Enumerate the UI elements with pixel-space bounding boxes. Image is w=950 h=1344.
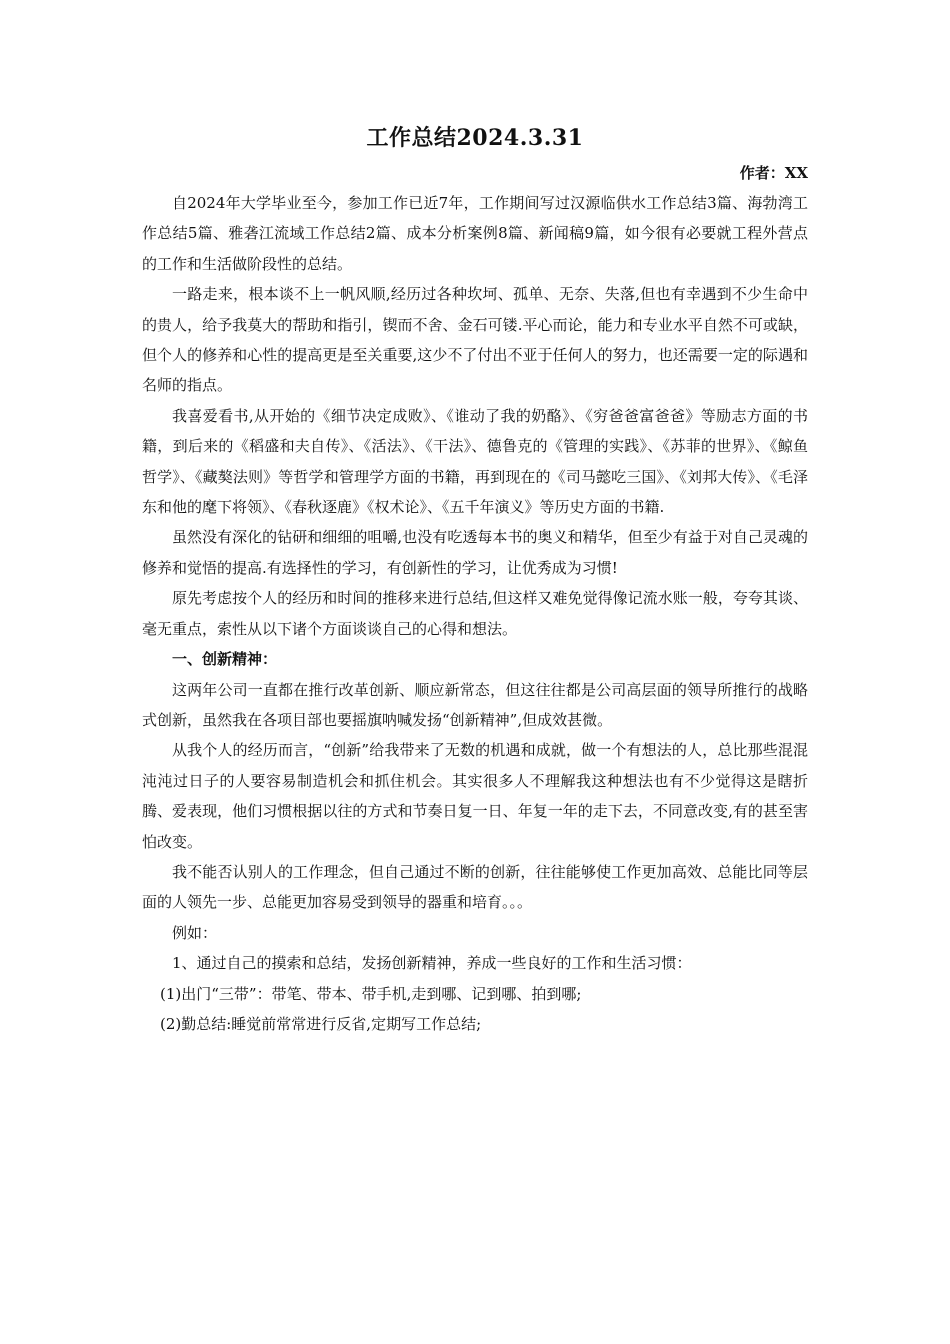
paragraph-intro: 自2024年大学毕业至今，参加工作已近7年，工作期间写过汉源临供水工作总结3篇、海勃湾工作总结5篇、雅砻江流域工作总结2篇、成本分析案例8篇、新闻稿9篇，如今很有必要就工程外营点的工作和生活做阶段性的总结。	[142, 194, 808, 273]
document-author: 作者：XX	[739, 164, 808, 182]
section-heading-innovation: 一、创新精神：	[172, 650, 278, 669]
document-title: 工作总结2024.3.31	[366, 125, 584, 151]
paragraph-reflection: 虽然没有深化的钻研和细细的咀嚼,也没有吃透每本书的奥义和精华，但至少有益于对自己灵魂的修养和觉悟的提高.有选择性的学习，有创新性的学习，让优秀成为习惯!	[142, 528, 808, 577]
paragraph-innovation-benefit: 我不能否认别人的工作理念，但自己通过不断的创新，往往能够使工作更加高效、总能比同等层面的人领先一步、总能更加容易受到领导的器重和培育。。。	[142, 862, 808, 912]
paragraph-reading: 我喜爱看书,从开始的《细节决定成败》、《谁动了我的奶酪》、《穷爸爸富爸爸》等励志方面的书籍，到后来的《稻盛和夫自传》、《活法》、《干法》、德鲁克的《管理的实践》、《苏菲的世界》、《鲸鱼哲学》、《藏獒法则》等哲学和管理学方面的书籍，再到现在的《司马懿吃三国》、《刘邦大传》、《毛泽东和他的麾下将领》、《春秋逐鹿》《权术论》、《五千年演义》等历史方面的书籍.	[142, 406, 808, 517]
list-item-three-carry: (1)出门“三带”：带笔、带本、带手机,走到哪、记到哪、拍到哪;	[160, 984, 582, 1003]
paragraph-journey: 一路走来，根本谈不上一帆风顺,经历过各种坎坷、孤单、无奈、失落,但也有幸遇到不少生命中的贵人，给予我莫大的帮助和指引，锲而不舍、金石可镂.平心而论，能力和专业水平自然不可或缺，但个人的修养和心性的提高更是至关重要,这少不了付出不亚于任何人的努力，也还需要一定的际遇和名师的指点。	[142, 285, 808, 395]
paragraph-example-label: 例如：	[172, 923, 218, 942]
list-item-summarize: (2)勤总结:睡觉前常常进行反省,定期写工作总结;	[160, 1014, 482, 1033]
document-body	[142, 118, 808, 1039]
paragraph-approach: 原先考虑按个人的经历和时间的推移来进行总结,但这样又难免觉得像记流水账一般，夸夸其谈、毫无重点，索性从以下诸个方面谈谈自己的心得和想法。	[142, 589, 808, 638]
paragraph-innovation-personal: 从我个人的经历而言，“创新”给我带来了无数的机遇和成就，做一个有想法的人，总比那些混混沌沌过日子的人要容易制造机会和抓住机会。其实很多人不理解我这种想法也有不少觉得这是瞎折腾、爱表现，他们习惯根据以往的方式和节奏日复一日、年复一年的走下去，不同意改变,有的甚至害怕改变。	[142, 741, 808, 851]
paragraph-habits: 1、通过自己的摸索和总结，发扬创新精神，养成一些良好的工作和生活习惯：	[172, 954, 692, 973]
paragraph-innovation-company: 这两年公司一直都在推行改革创新、顺应新常态，但这往往都是公司高层面的领导所推行的战略式创新，虽然我在各项目部也要摇旗呐喊发扬“创新精神”,但成效甚微。	[142, 680, 808, 729]
